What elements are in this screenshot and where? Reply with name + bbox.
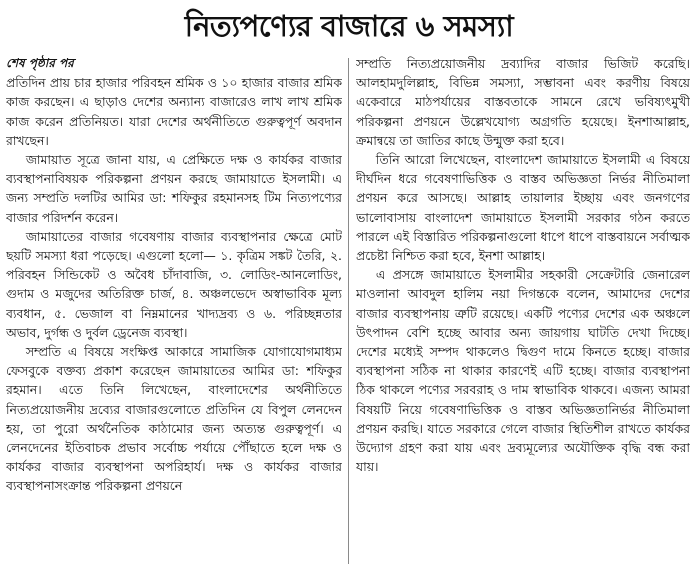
- continuation-label: শেষ পৃষ্ঠার পর: [6, 56, 74, 70]
- article-headline: নিত্যপণ্যের বাজারে ৬ সমস্যা: [184, 9, 514, 43]
- article-column-right: [356, 54, 690, 568]
- paragraph: সম্প্রতি এ বিষয়ে সংক্ষিপ্ত আকারে সামাজিক যোগাযোগমাধ্যম ফেসবুকে বক্তব্য প্রকাশ করেছেন জামায়াতের আমির ডা: শফিকুর রহমান। এতে তিনি লিখেছেন, বাংলাদেশের অর্থনীতিতে নিত্যপ্রয়োজনীয় দ্রব্যের বাজারগুলোতে প্রতিদিন যে বিপুল লেনদেন হয়, তা পুরো অর্থনৈতিক কাঠামোর জন্য অত্যন্ত গুরুত্বপূর্ণ। এ লেনদেনের ইতিবাচক প্রভাব সর্বোচ্চ পর্যায়ে পৌঁছাতে হলে দক্ষ ও কার্যকর বাজার ব্যবস্থাপনা অপরিহার্য। দক্ষ ও কার্যকর বাজার ব্যবস্থাপনাসংক্রান্ত পরিকল্পনা প্রণয়নে: [6, 344, 342, 494]
- article-column-left: [6, 54, 342, 568]
- paragraph: সম্প্রতি নিত্যপ্রয়োজনীয় দ্রব্যাদির বাজার ভিজিট করেছি। আলহামদুলিল্লাহ, বিভিন্ন সমস্যা, সম্ভাবনা এবং করণীয় বিষয়ে একেবারে মাঠপর্যায়ের বাস্তবতাকে সামনে রেখে ভবিষ্যৎমুখী পরিকল্পনা প্রণয়নে উল্লেখযোগ্য অগ্রগতি হয়েছে। ইনশাআল্লাহ, ক্রমান্বয়ে তা জাতির কাছে উন্মুক্ত করা হবে।: [356, 56, 690, 148]
- paragraph: জামায়াতের বাজার গবেষণায় বাজার ব্যবস্থাপনার ক্ষেত্রে মোট ছয়টি সমস্যা ধরা পড়েছে। এগুলো হলো— ১. কৃত্রিম সঙ্কট তৈরি, ২. পরিবহন সিন্ডিকেট ও অবৈধ চাঁদাবাজি, ৩. লোডিং-আনলোডিং, গুদাম ও মজুদের অতিরিক্ত চার্জ, ৪. অঞ্চলভেদে অস্বাভাবিক মূল্য ব্যবধান, ৫. ভেজাল বা নিম্নমানের খাদ্যদ্রব্য ও ৬. পরিচ্ছন্নতার অভাব, দুর্গন্ধ ও দুর্বল ড্রেনেজ ব্যবস্থা।: [6, 228, 342, 340]
- paragraph: তিনি আরো লিখেছেন, বাংলাদেশ জামায়াতে ইসলামী এ বিষয়ে দীর্ঘদিন ধরে গবেষণাভিত্তিক ও বাস্তব অভিজ্ঞতা নির্ভর নীতিমালা প্রণয়ন করে আসছে। আল্লাহ তায়ালার ইচ্ছায় এবং জনগণের ভালোবাসায় বাংলাদেশ জামায়াতে ইসলামী সরকার গঠন করতে পারলে এই বিস্তারিত পরিকল্পনাগুলো ধাপে ধাপে বাস্তবায়নে সর্বাত্মক প্রচেষ্টা নিশ্চিত করা হবে, ইনশা আল্লাহ।: [356, 152, 690, 264]
- paragraph: জামায়াত সূত্রে জানা যায়, এ প্রেক্ষিতে দক্ষ ও কার্যকর বাজার ব্যবস্থাপনাবিষয়ক পরিকল্পনা প্রণয়ন করছে জামায়াতে ইসলামী। এ জন্য সম্প্রতি দলটির আমির ডা: শফিকুর রহমানসহ টিম নিত্যপণ্যের বাজার পরিদর্শন করেন।: [6, 152, 342, 225]
- column-divider: [348, 58, 349, 564]
- paragraph: এ প্রসঙ্গে জামায়াতে ইসলামীর সহকারী সেক্রেটারি জেনারেল মাওলানা আবদুল হালিম নয়া দিগন্তকে বলেন, আমাদের দেশের বাজার ব্যবস্থাপনায় ত্রুটি রয়েছে। একটি পণ্যের দেশের এক অঞ্চলে উৎপাদন বেশি হচ্ছে আবার অন্য জায়গায় ঘাটতি দেখা দিচ্ছে। দেশের মধ্যেই সম্পদ থাকলেও দ্বিগুণ দামে কিনতে হচ্ছে। বাজার ব্যবস্থাপনা সঠিক না থাকার কারণেই এটি হচ্ছে। বাজার ব্যবস্থাপনা ঠিক থাকলে পণ্যের সরবরাহ ও দাম স্বাভাবিক থাকবে। এজন্য আমরা বিষয়টি নিয়ে গবেষণাভিত্তিক ও বাস্তব অভিজ্ঞতানির্ভর নীতিমালা প্রণয়ন করছি। যাতে সরকারে গেলে বাজার স্থিতিশীল রাখতে কার্যকর উদ্যোগ গ্রহণ করা যায় এবং দ্রব্যমূল্যের অযৌক্তিক বৃদ্ধি বন্ধ করা যায়।: [356, 267, 690, 475]
- paragraph: প্রতিদিন প্রায় চার হাজার পরিবহন শ্রমিক ও ১০ হাজার বাজার শ্রমিক কাজ করছেন। এ ছাড়াও দেশের অন্যান্য বাজারেও লাখ লাখ শ্রমিক কাজ করেন প্রতিনিয়ত। যারা দেশের অর্থনীতিতে গুরুত্বপূর্ণ অবদান রাখছেন।: [6, 75, 342, 148]
